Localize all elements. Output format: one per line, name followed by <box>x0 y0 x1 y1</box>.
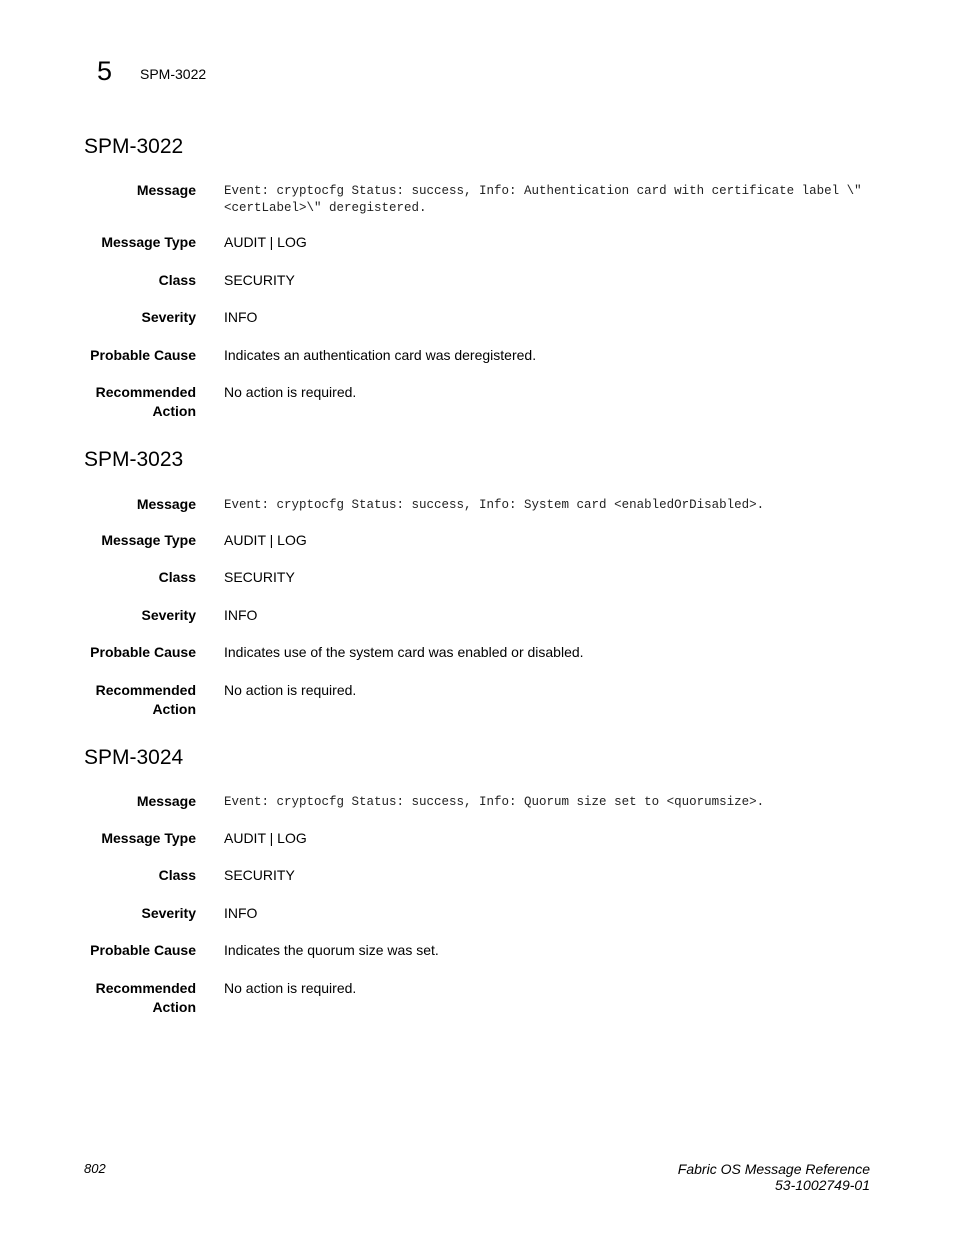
field-label: Probable Cause <box>90 644 196 660</box>
section-title: SPM-3022 <box>84 135 184 158</box>
field-value: No action is required. <box>224 682 357 698</box>
field-label: Class <box>158 867 196 883</box>
field-label: Message Type <box>101 532 196 548</box>
field-value: Event: cryptocfg Status: success, Info: Quorum size set to <quorumsize>. <box>224 795 765 809</box>
field-value: Event: cryptocfg Status: success, Info: Authentication card with certificate label \"<certLabel>\" deregistered. <box>224 184 862 215</box>
field-value: AUDIT | LOG <box>224 830 307 846</box>
running-title: SPM-3022 <box>140 66 207 82</box>
field-label: Message Type <box>101 830 196 846</box>
field-value: Indicates an authentication card was deregistered. <box>224 347 537 363</box>
field-label: Recommended Action <box>95 682 196 717</box>
section-title: SPM-3023 <box>84 448 184 471</box>
page-footer <box>678 1161 870 1193</box>
field-value: No action is required. <box>224 384 357 400</box>
field-label: Message <box>136 793 196 809</box>
field-label: Message Type <box>101 234 196 250</box>
section-title: SPM-3024 <box>84 746 184 769</box>
field-label: Recommended Action <box>95 384 196 419</box>
field-value: AUDIT | LOG <box>224 532 307 548</box>
field-value: INFO <box>224 905 258 921</box>
field-value: INFO <box>224 607 258 623</box>
field-value: INFO <box>224 309 258 325</box>
page-number: 802 <box>84 1161 106 1176</box>
field-value: SECURITY <box>224 867 295 883</box>
field-value: SECURITY <box>224 569 295 585</box>
field-label: Severity <box>141 607 196 623</box>
field-value: SECURITY <box>224 272 295 288</box>
field-value: AUDIT | LOG <box>224 234 307 250</box>
field-label: Severity <box>141 905 196 921</box>
field-value: No action is required. <box>224 980 357 996</box>
chapter-number: 5 <box>97 56 113 86</box>
field-label: Message <box>136 182 196 198</box>
field-label: Message <box>136 496 196 512</box>
field-label: Probable Cause <box>90 347 196 363</box>
field-value: Indicates use of the system card was enabled or disabled. <box>224 644 584 660</box>
field-label: Class <box>158 272 196 288</box>
book-title: Fabric OS Message Reference <box>677 1161 870 1177</box>
field-label: Severity <box>141 309 196 325</box>
field-value: Indicates the quorum size was set. <box>224 942 439 958</box>
field-label: Recommended Action <box>95 980 196 1015</box>
field-label: Class <box>158 569 196 585</box>
field-value: Event: cryptocfg Status: success, Info: System card <enabledOrDisabled>. <box>224 498 765 512</box>
field-label: Probable Cause <box>90 942 196 958</box>
doc-number: 53-1002749-01 <box>775 1177 870 1193</box>
